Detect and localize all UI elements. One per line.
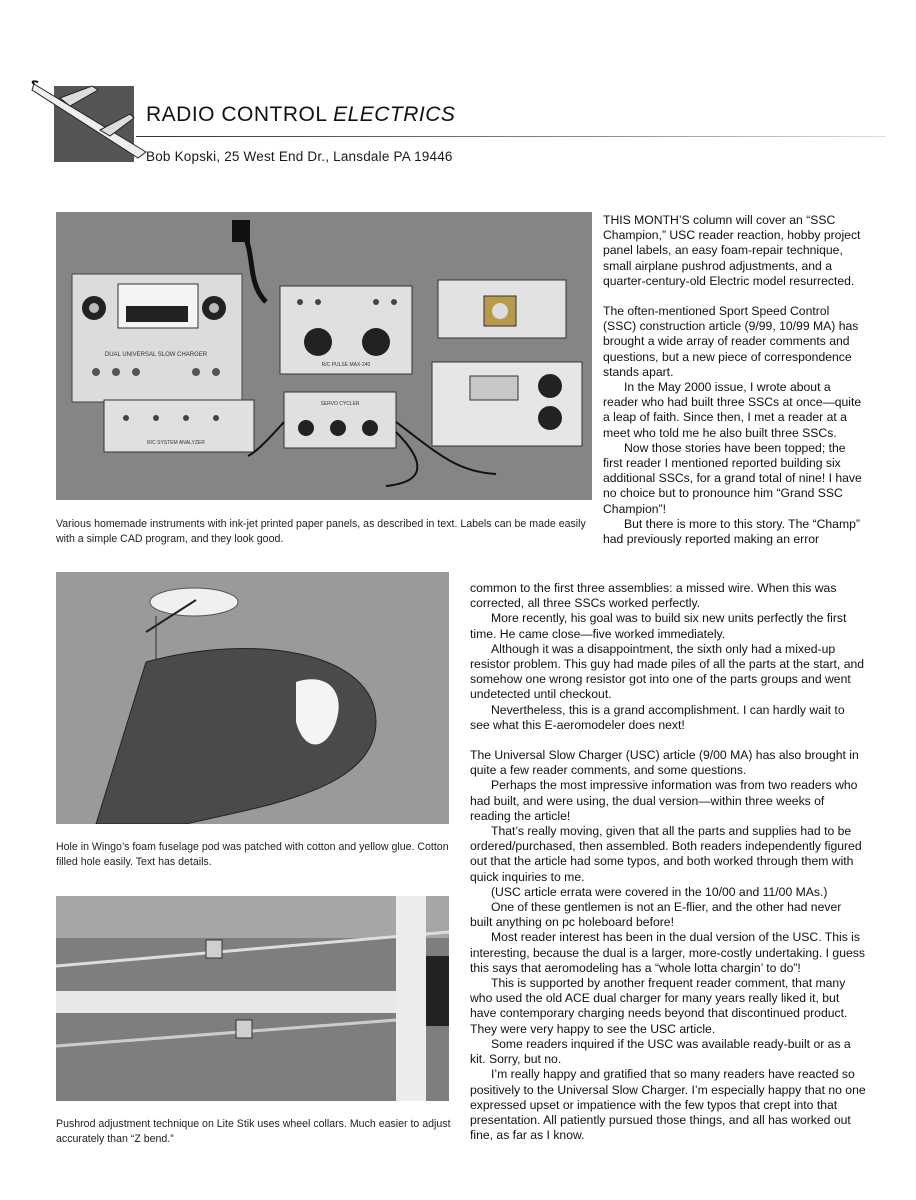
charger-label: DUAL UNIVERSAL SLOW CHARGER [104, 352, 208, 358]
column-title-text: RADIO CONTROL [146, 103, 334, 126]
paragraph-ssc: The often-mentioned Sport Speed Control (SSC) construction article (9/99, 10/99 MA) has brought a wide array of reader comments and questions, but a new piece of correspondence stands apart. [603, 304, 859, 379]
paragraph-intro: THIS MONTH’S column will cover an “SSC Champion,” USC reader reaction, hobby project panel labels, an easy foam-repair technique, small airplane pushrod adjustments, and a quarter-century-old Electric model resurrected. [603, 213, 861, 288]
paragraph-usc: The Universal Slow Charger (USC) article (9/00 MA) has also brought in quite a few reader comments, and some questions. [470, 748, 859, 778]
paragraph-impressive: Perhaps the most impressive information was from two readers who had built, and were using, the dual version—within three weeks of reading the article! [470, 778, 858, 823]
paragraph-missed-wire: common to the first three assemblies: a missed wire. When this was corrected, all three SSCs worked perfectly. [470, 581, 837, 611]
column-title [146, 103, 455, 127]
column-title-italic: ELECTRICS [333, 103, 456, 126]
paragraph-topped: Now those stories have been topped; the first reader I mentioned reported building six additional SSCs, for a grand total of nine! I have no choice but to pronounce him “Grand SSC Champion”! [603, 440, 862, 516]
paragraph-may-issue: In the May 2000 issue, I wrote about a reader who had built three SSCs at once—quite a leap of faith. Since then, I met a reader at a meet who told me he also built three SSCs. [603, 380, 862, 440]
caption-foam-pod: Hole in Wingo’s foam fuselage pod was patched with cotton and yellow glue. Cotton filled hole easily. Text has details. [56, 841, 449, 868]
paragraph-accomplishment: Nevertheless, this is a grand accomplishment. I can hardly wait to see what this E-aeromodeler does next! [470, 702, 845, 732]
caption-pushrods: Pushrod adjustment technique on Lite Stik uses wheel collars. Much easier to adjust accurately than “Z bend.” [56, 1118, 451, 1145]
photo-instruments [56, 212, 592, 500]
author-byline: Bob Kopski, 25 West End Dr., Lansdale PA 19446 [146, 149, 453, 164]
system-label: R/C SYSTEM ANALYZER [147, 440, 205, 446]
servo-label: SERVO CYCLER [320, 401, 360, 407]
photo-foam-pod [56, 572, 449, 824]
paragraph-six-units: More recently, his goal was to build six new units perfectly the first time. He came close—five worked immediately. [470, 611, 847, 641]
paragraph-gentlemen: One of these gentlemen is not an E-flier, and the other had never built anything on pc holeboard before! [470, 900, 842, 930]
column-wide-text [470, 581, 866, 1143]
column-right-text [603, 213, 865, 547]
paragraph-errata: (USC article errata were covered in the 10/00 and 11/00 MAs.) [491, 884, 828, 899]
paragraph-dual-interest: Most reader interest has been in the dual version of the USC. This is interesting, because the dual is a larger, more-costly undertaking. I guess this says that aeromodeling has a “whole lotta chargin’ to do”! [470, 930, 865, 975]
paragraph-ace: This is supported by another frequent reader comment, that many who used the old ACE dual charger for many years really liked it, but have contemporary charging needs beyond that discontinued product. They were very happy to see the USC article. [470, 976, 848, 1036]
paragraph-moving: That’s really moving, given that all the parts and supplies had to be ordered/purchased, then assembled. Both readers independently figured out that the article had some typos, and both worked through them with quick inquiries to me. [470, 824, 862, 884]
paragraph-resistor: Although it was a disappointment, the sixth only had a mixed-up resistor problem. This guy had made piles of all the parts at the start, and somehow one wrong resistor got into one of the parts groups and went undetected until checkout. [470, 641, 865, 702]
paragraph-champ: But there is more to this story. The “Champ” had previously reported making an error [603, 516, 860, 547]
paragraph-gratified: I’m really happy and gratified that so many readers have reacted so positively to the Universal Slow Charger. I’m especially happy that no one expressed upset or impatience with the few typos that crept into that presentation. All patiently pursued those things, and all has worked out fine, as far as I know. [470, 1067, 866, 1143]
photo-pushrods [56, 896, 449, 1101]
pulse-label: R/C PULSE MAX-240 [321, 362, 371, 368]
header-rule [136, 136, 886, 137]
header-airplane-logo [30, 78, 150, 164]
caption-instruments: Various homemade instruments with ink-jet printed paper panels, as described in text. Labels can be made easily with a simple CAD program, and they look good. [56, 518, 586, 545]
paragraph-ready-built: Some readers inquired if the USC was available ready-built or as a kit. Sorry, but no. [470, 1036, 851, 1067]
